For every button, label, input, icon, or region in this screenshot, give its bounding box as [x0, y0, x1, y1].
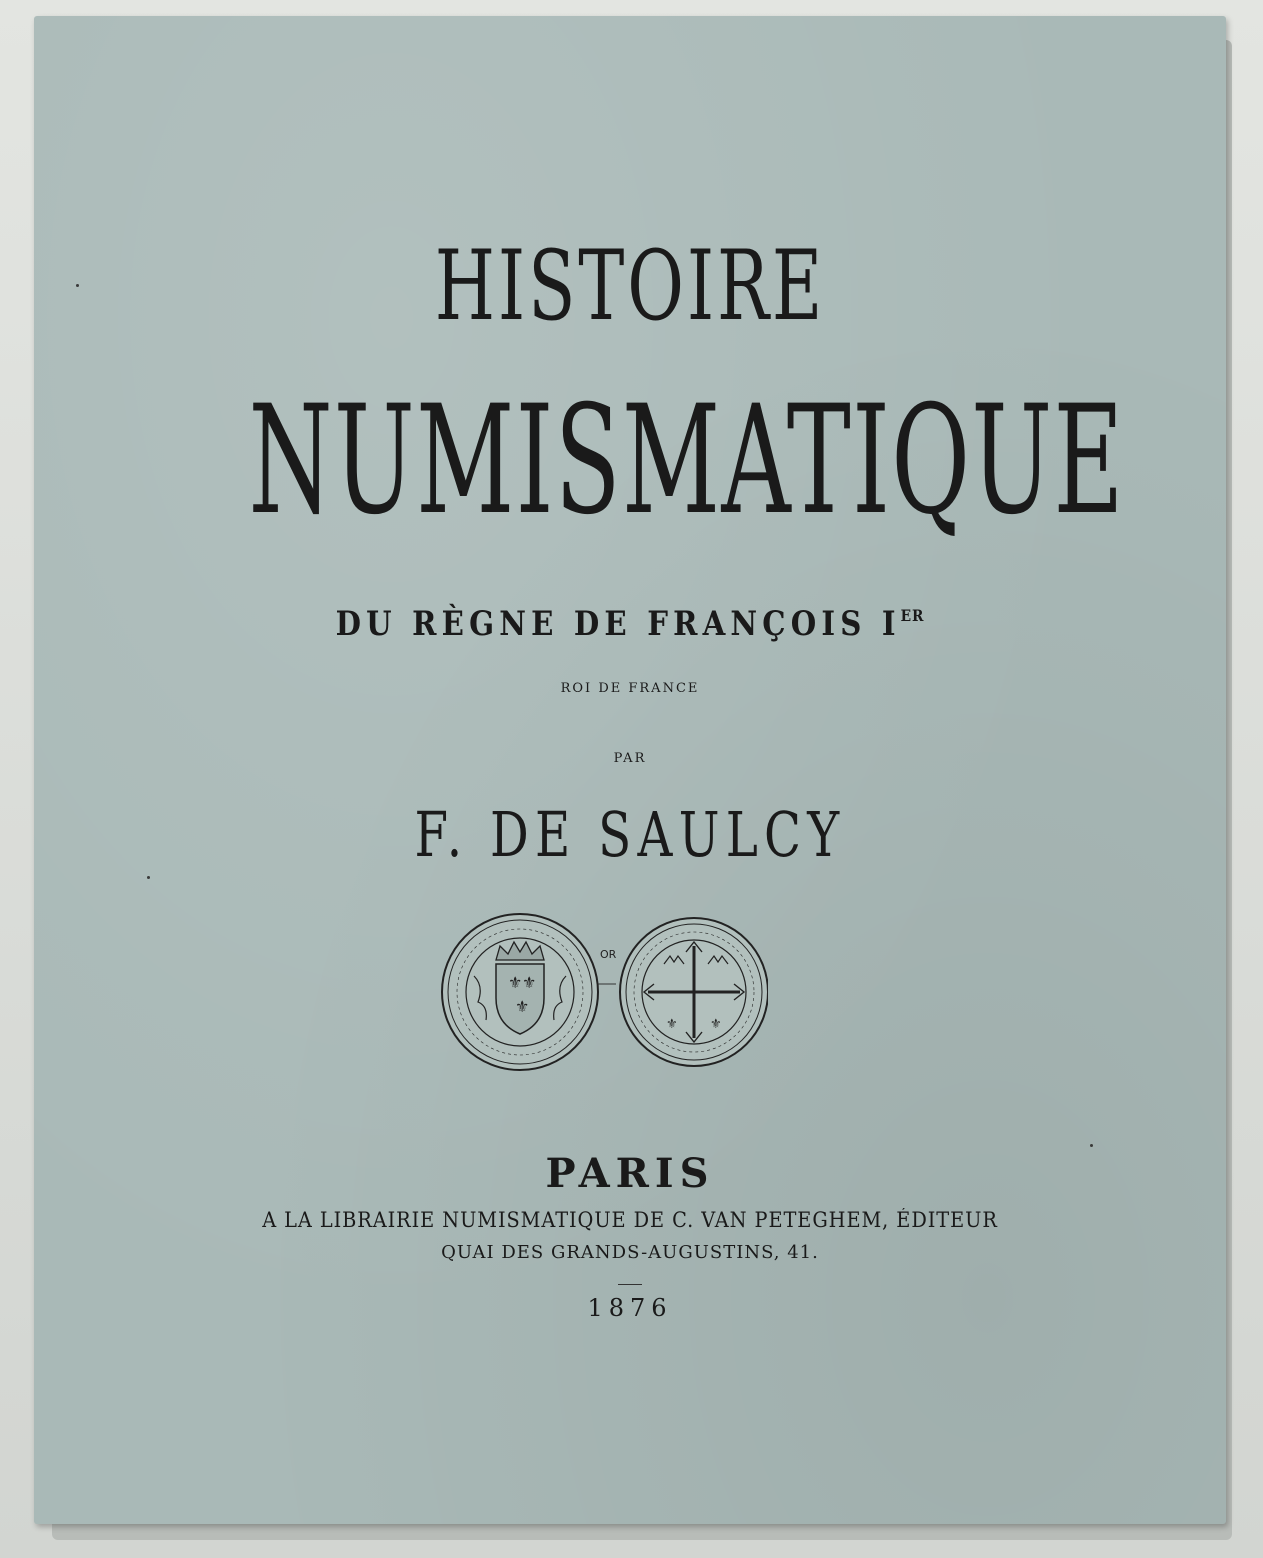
coin-obverse-icon	[442, 914, 598, 1070]
coin-reverse-icon	[620, 918, 768, 1066]
svg-text:⚜: ⚜	[522, 973, 537, 992]
coin-caption: OR	[600, 948, 617, 961]
by-label: PAR	[613, 751, 647, 766]
coin-illustration	[438, 906, 768, 1086]
subtitle-superscript: ER	[900, 606, 925, 625]
address: QUAI DES GRANDS-AUGUSTINS, 41.	[441, 1242, 819, 1263]
subtitle-text: DU RÈGNE DE FRANÇOIS I	[335, 604, 901, 644]
title-line-1: HISTOIRE	[434, 230, 826, 342]
year: 1876	[587, 1294, 673, 1322]
subtitle	[117, 604, 1142, 644]
book-cover	[34, 16, 1226, 1524]
subtitle-small: ROI DE FRANCE	[560, 681, 700, 696]
author-name: F. DE SAULCY	[414, 798, 846, 871]
paper-spot	[76, 284, 79, 287]
divider	[618, 1284, 642, 1285]
publisher: A LA LIBRAIRIE NUMISMATIQUE DE C. VAN PETEGHEM, ÉDITEUR	[262, 1208, 998, 1232]
city: PARIS	[545, 1150, 715, 1197]
svg-text:⚜: ⚜	[666, 1017, 678, 1032]
paper-spot	[147, 876, 150, 879]
svg-text:⚜: ⚜	[515, 997, 530, 1016]
svg-text:⚜: ⚜	[508, 973, 523, 992]
title-line-2: NUMISMATIQUE	[248, 374, 1125, 548]
svg-text:⚜: ⚜	[710, 1017, 722, 1032]
paper-spot	[1090, 1144, 1093, 1147]
